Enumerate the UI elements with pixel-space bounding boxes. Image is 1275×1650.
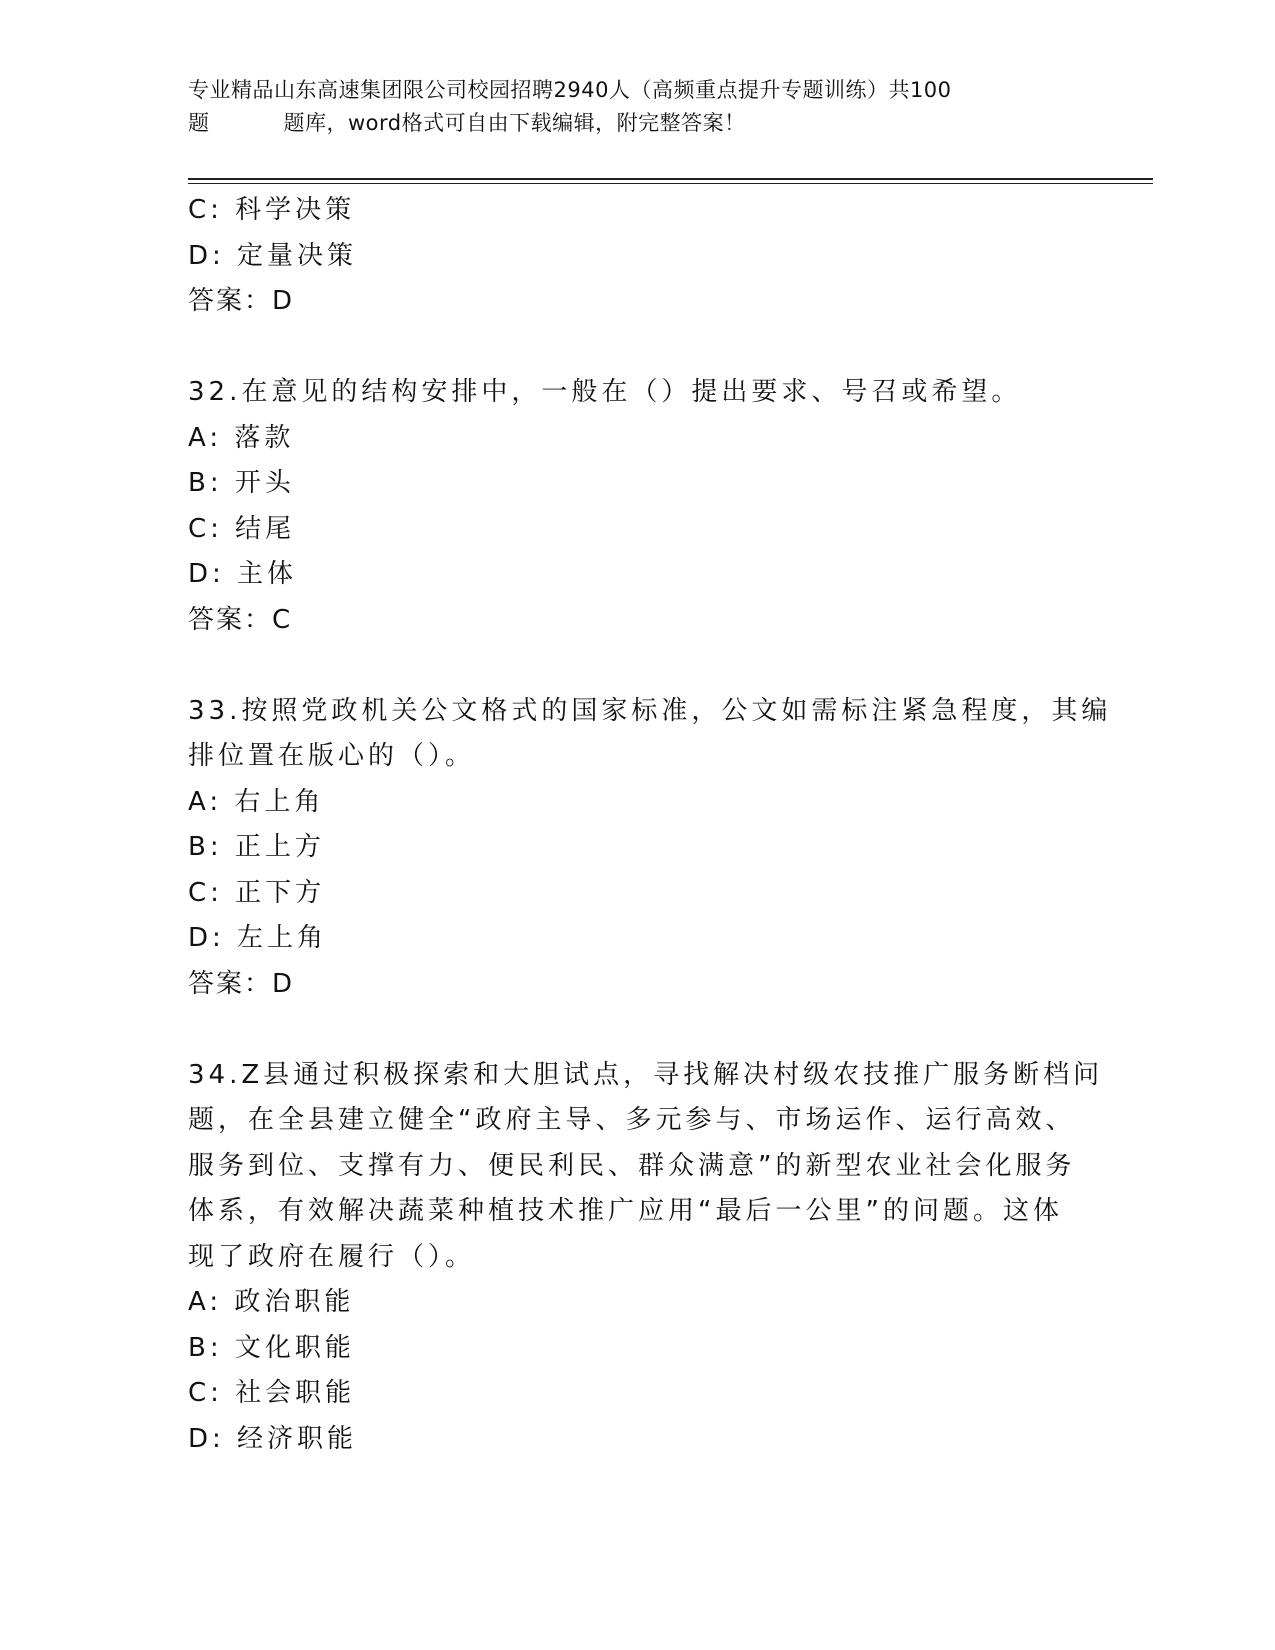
option-b: B: 开头 (188, 468, 295, 498)
option-d: D: 左上角 (188, 923, 328, 953)
option-d: D: 经济职能 (188, 1423, 358, 1454)
option-a: A: 政治职能 (188, 1287, 355, 1317)
question-stem: 32.在意见的结构安排中，一般在（）提出要求、号召或希望。 (188, 377, 1022, 407)
page-header (188, 74, 1068, 140)
option-d: D: 定量决策 (188, 240, 358, 271)
question-34 (188, 1053, 1104, 1463)
header-title-line2 (188, 107, 1068, 140)
question-stem-line: 服务到位、支撑有力、便民利民、群众满意”的新型农业社会化服务 (188, 1150, 1076, 1181)
question-33 (188, 689, 1112, 1008)
option-a: A: 落款 (188, 422, 295, 453)
question-stem-line: 现了政府在履行（）。 (188, 1241, 476, 1272)
question-31-tail (188, 188, 1068, 325)
option-c: C: 社会职能 (188, 1378, 356, 1408)
answer: 答案：C (188, 604, 293, 635)
answer: 答案：D (188, 968, 295, 999)
option-c: C: 正下方 (188, 877, 326, 908)
option-c: C: 结尾 (188, 513, 296, 544)
answer: 答案：D (188, 286, 295, 316)
header-divider-thick (188, 178, 1153, 180)
option-b: B: 正上方 (188, 832, 325, 862)
header-divider-thin (188, 183, 1153, 184)
question-stem-line: 题，在全县建立健全“政府主导、多元参与、市场运作、运行高效、 (188, 1105, 1076, 1135)
question-list (188, 188, 1112, 1462)
option-b: B: 文化职能 (188, 1332, 355, 1363)
option-a: A: 右上角 (188, 786, 325, 817)
option-d: D: 主体 (188, 559, 298, 589)
header-title-line2-right: 题库，word格式可自由下载编辑，附完整答案！ (283, 111, 746, 135)
question-stem-line: 33.按照党政机关公文格式的国家标准，公文如需标注紧急程度，其编 (188, 695, 1112, 726)
question-stem-line: 体系，有效解决蔬菜种植技术推广应用“最后一公里”的问题。这体 (188, 1196, 1063, 1226)
question-stem-line: 排位置在版心的（）。 (188, 741, 476, 771)
header-title-line1: 专业精品山东高速集团限公司校园招聘2940人（高频重点提升专题训练）共100 (188, 78, 952, 102)
question-stem-line: 34.Z县通过积极探索和大胆试点，寻找解决村级农技推广服务断档问 (188, 1059, 1104, 1090)
header-title-line2-left: 题 (188, 111, 210, 135)
option-c: C: 科学决策 (188, 195, 356, 225)
question-32 (188, 370, 1068, 643)
